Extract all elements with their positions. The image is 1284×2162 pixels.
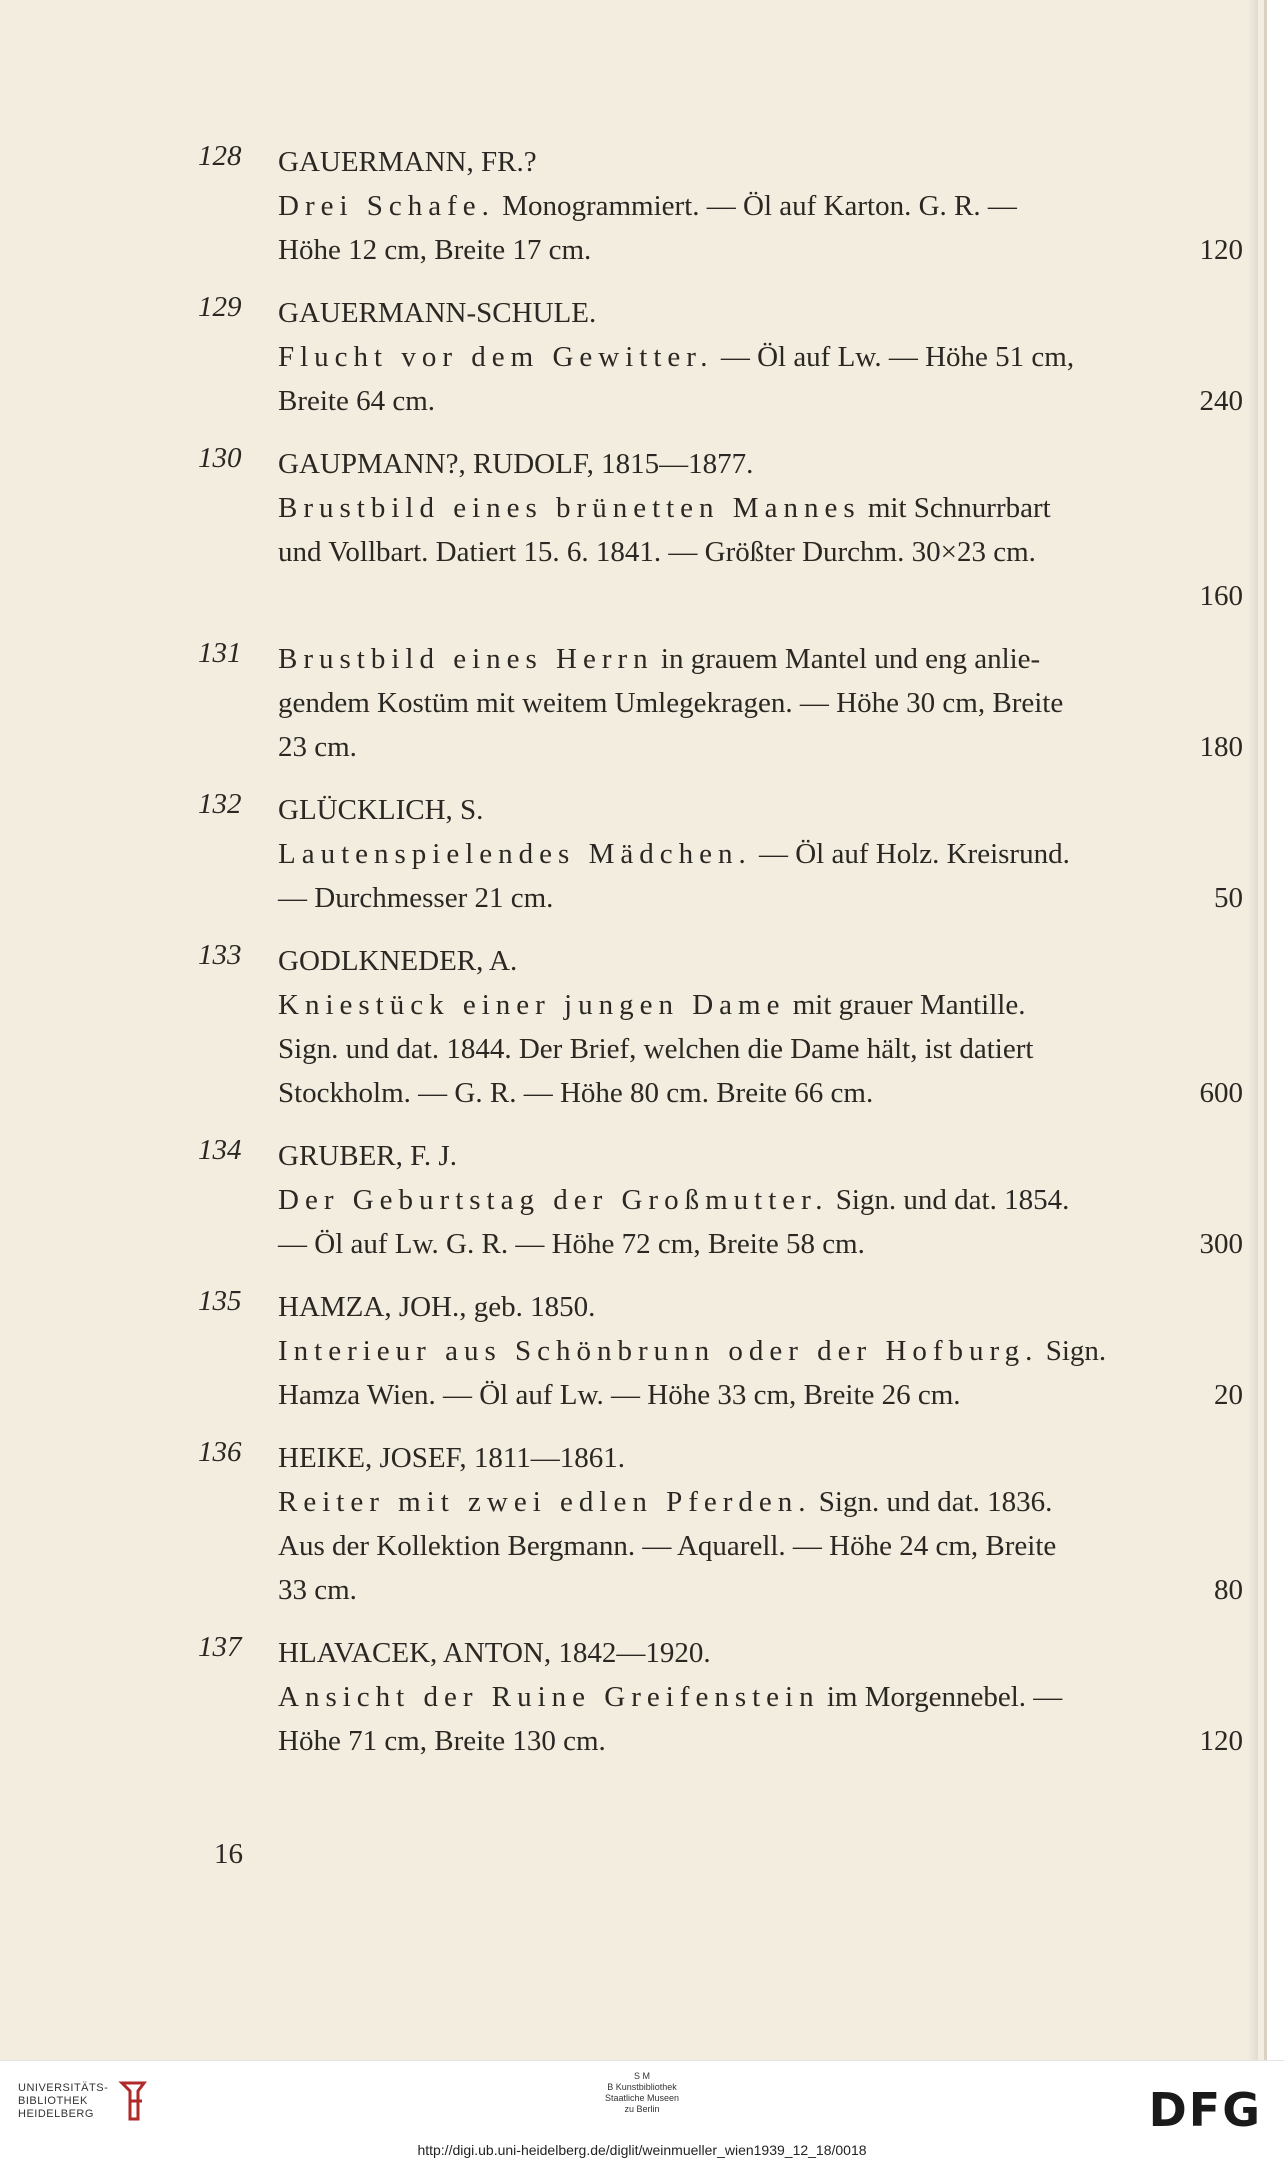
estimate-price: 120 xyxy=(1199,1725,1243,1757)
entry-line xyxy=(278,379,1243,423)
entry-text: 23 cm. xyxy=(278,731,357,763)
kunstbibliothek-credit xyxy=(0,2071,1284,2115)
entry-line xyxy=(278,1329,1243,1373)
entry-line xyxy=(278,1222,1243,1266)
entry-line xyxy=(278,1480,1243,1524)
lot-number: 130 xyxy=(198,442,242,474)
page-url[interactable]: http://digi.ub.uni-heidelberg.de/diglit/weinmueller_wien1939_12_18/0018 xyxy=(417,2142,867,2158)
artwork-title: Lautenspielendes Mädchen. xyxy=(278,838,752,870)
artwork-title: Flucht vor dem Gewitter. xyxy=(278,341,714,373)
catalog-entry xyxy=(198,788,1243,920)
entry-text: Hamza Wien. — Öl auf Lw. — Höhe 33 cm, Breite 26 cm. xyxy=(278,1379,961,1411)
entry-text: — Durchmesser 21 cm. xyxy=(278,882,554,914)
entry-line xyxy=(278,1524,1243,1568)
catalog-entry xyxy=(198,1436,1243,1612)
estimate-price: 600 xyxy=(1199,1077,1243,1109)
entry-text: Höhe 12 cm, Breite 17 cm. xyxy=(278,234,592,266)
lot-number: 135 xyxy=(198,1285,242,1317)
estimate-price: 80 xyxy=(1214,1574,1243,1606)
dfg-logo[interactable]: DFG xyxy=(1148,2083,1262,2137)
entry-text: GAUPMANN?, RUDOLF, 1815—1877. xyxy=(278,448,754,480)
entry-text: GAUERMANN-SCHULE. xyxy=(278,297,597,329)
estimate-price: 180 xyxy=(1199,731,1243,763)
entry-line xyxy=(278,574,1243,618)
estimate-price: 20 xyxy=(1214,1379,1243,1411)
entry-text: GLÜCKLICH, S. xyxy=(278,794,484,826)
entry-text: GRUBER, F. J. xyxy=(278,1140,457,1172)
credit-line: B Kunstbibliothek xyxy=(607,2082,677,2092)
artwork-title: Interieur aus Schönbrunn oder der Hofburg. xyxy=(278,1335,1039,1367)
artwork-title: Brustbild eines brünetten Mannes xyxy=(278,492,861,524)
entry-line xyxy=(278,140,1243,184)
catalog-entry xyxy=(198,1631,1243,1763)
artwork-title: Kniestück einer jungen Dame xyxy=(278,989,786,1021)
entry-text: — Öl auf Lw. G. R. — Höhe 72 cm, Breite 58 cm. xyxy=(278,1228,865,1260)
estimate-price: 160 xyxy=(1199,580,1243,612)
entry-text: HLAVACEK, ANTON, 1842—1920. xyxy=(278,1637,711,1669)
artwork-title: Drei Schafe. xyxy=(278,190,495,222)
viewer-footer xyxy=(0,2060,1284,2162)
entry-line xyxy=(278,939,1243,983)
catalog-entry xyxy=(198,939,1243,1115)
entry-lines xyxy=(278,1631,1243,1763)
entry-lines xyxy=(278,788,1243,920)
entry-lines xyxy=(278,1436,1243,1612)
entry-line xyxy=(278,788,1243,832)
entry-lines xyxy=(278,291,1243,423)
credit-line: zu Berlin xyxy=(624,2104,660,2114)
artwork-title: Reiter mit zwei edlen Pferden. xyxy=(278,1486,812,1518)
entry-text: Sign. xyxy=(1038,1335,1107,1367)
entry-text: 33 cm. xyxy=(278,1574,357,1606)
entry-text: — Öl auf Lw. — Höhe 51 cm, xyxy=(713,341,1075,373)
lot-number: 129 xyxy=(198,291,242,323)
estimate-price: 50 xyxy=(1214,882,1243,914)
entry-line xyxy=(278,1071,1243,1115)
catalog-entries xyxy=(198,140,1243,1782)
lot-number: 137 xyxy=(198,1631,242,1663)
entry-text: gendem Kostüm mit weitem Umlegekragen. — Höhe 30 cm, Breite xyxy=(278,687,1064,719)
logo-line: BIBLIOTHEK xyxy=(18,2094,88,2107)
entry-line xyxy=(278,228,1243,272)
entry-text: Sign. und dat. 1854. xyxy=(828,1184,1070,1216)
lot-number: 136 xyxy=(198,1436,242,1468)
entry-lines xyxy=(278,1134,1243,1266)
entry-lines xyxy=(278,442,1243,618)
entry-line xyxy=(278,832,1243,876)
entry-line xyxy=(278,291,1243,335)
entry-text: — Öl auf Holz. Kreisrund. xyxy=(751,838,1070,870)
entry-line xyxy=(278,681,1243,725)
entry-line xyxy=(278,725,1243,769)
catalog-entry xyxy=(198,442,1243,618)
entry-line xyxy=(278,876,1243,920)
artwork-title: Brustbild eines Herrn xyxy=(278,643,654,675)
entry-line xyxy=(278,1178,1243,1222)
entry-text: Stockholm. — G. R. — Höhe 80 cm. Breite 66 cm. xyxy=(278,1077,874,1109)
entry-text: HAMZA, JOH., geb. 1850. xyxy=(278,1291,596,1323)
entry-text: mit grauer Mantille. xyxy=(785,989,1026,1021)
catalog-entry xyxy=(198,1285,1243,1417)
lot-number: 133 xyxy=(198,939,242,971)
entry-text: GODLKNEDER, A. xyxy=(278,945,518,977)
entry-lines xyxy=(278,939,1243,1115)
estimate-price: 240 xyxy=(1199,385,1243,417)
entry-line xyxy=(278,1568,1243,1612)
catalog-entry xyxy=(198,291,1243,423)
estimate-price: 120 xyxy=(1199,234,1243,266)
logo-line: UNIVERSITÄTS- xyxy=(18,2081,109,2094)
entry-line xyxy=(278,1134,1243,1178)
credit-line: Staatliche Museen xyxy=(604,2093,680,2103)
estimate-price: 300 xyxy=(1199,1228,1243,1260)
entry-text: Monogrammiert. — Öl auf Karton. G. R. — xyxy=(494,190,1017,222)
entry-lines xyxy=(278,637,1243,769)
entry-text: Höhe 71 cm, Breite 130 cm. xyxy=(278,1725,606,1757)
artwork-title: Der Geburtstag der Großmutter. xyxy=(278,1184,829,1216)
lot-number: 132 xyxy=(198,788,242,820)
entry-line xyxy=(278,637,1243,681)
entry-line xyxy=(278,1719,1243,1763)
lot-number: 131 xyxy=(198,637,242,669)
entry-line xyxy=(278,530,1243,574)
entry-text: HEIKE, JOSEF, 1811—1861. xyxy=(278,1442,626,1474)
entry-line xyxy=(278,1631,1243,1675)
page-number: 16 xyxy=(214,1838,243,1870)
entry-line xyxy=(278,1675,1243,1719)
entry-line xyxy=(278,184,1243,228)
entry-line xyxy=(278,1027,1243,1071)
credit-line: S M xyxy=(633,2071,650,2081)
entry-text: Aus der Kollektion Bergmann. — Aquarell. — Höhe 24 cm, Breite xyxy=(278,1530,1057,1562)
lot-number: 128 xyxy=(198,140,242,172)
catalog-entry xyxy=(198,637,1243,769)
entry-text: im Morgennebel. — xyxy=(819,1681,1063,1713)
entry-text: und Vollbart. Datiert 15. 6. 1841. — Größter Durchm. 30×23 cm. xyxy=(278,536,1036,568)
entry-lines xyxy=(278,1285,1243,1417)
entry-text: in grauem Mantel und eng anlie- xyxy=(653,643,1041,675)
entry-line xyxy=(278,983,1243,1027)
entry-text: GAUERMANN, FR.? xyxy=(278,146,537,178)
entry-lines xyxy=(278,140,1243,272)
entry-text: Sign. und dat. 1844. Der Brief, welchen die Dame hält, ist datiert xyxy=(278,1033,1034,1065)
lot-number: 134 xyxy=(198,1134,242,1166)
catalog-entry xyxy=(198,1134,1243,1266)
entry-text: Breite 64 cm. xyxy=(278,385,436,417)
entry-line xyxy=(278,1373,1243,1417)
entry-line xyxy=(278,335,1243,379)
logo-line: HEIDELBERG xyxy=(18,2107,94,2120)
entry-text: mit Schnurrbart xyxy=(860,492,1051,524)
catalog-entry xyxy=(198,140,1243,272)
entry-line xyxy=(278,1436,1243,1480)
entry-line xyxy=(278,486,1243,530)
artwork-title: Ansicht der Ruine Greifenstein xyxy=(278,1681,820,1713)
entry-line xyxy=(278,442,1243,486)
entry-text: Sign. und dat. 1836. xyxy=(811,1486,1053,1518)
entry-line xyxy=(278,1285,1243,1329)
